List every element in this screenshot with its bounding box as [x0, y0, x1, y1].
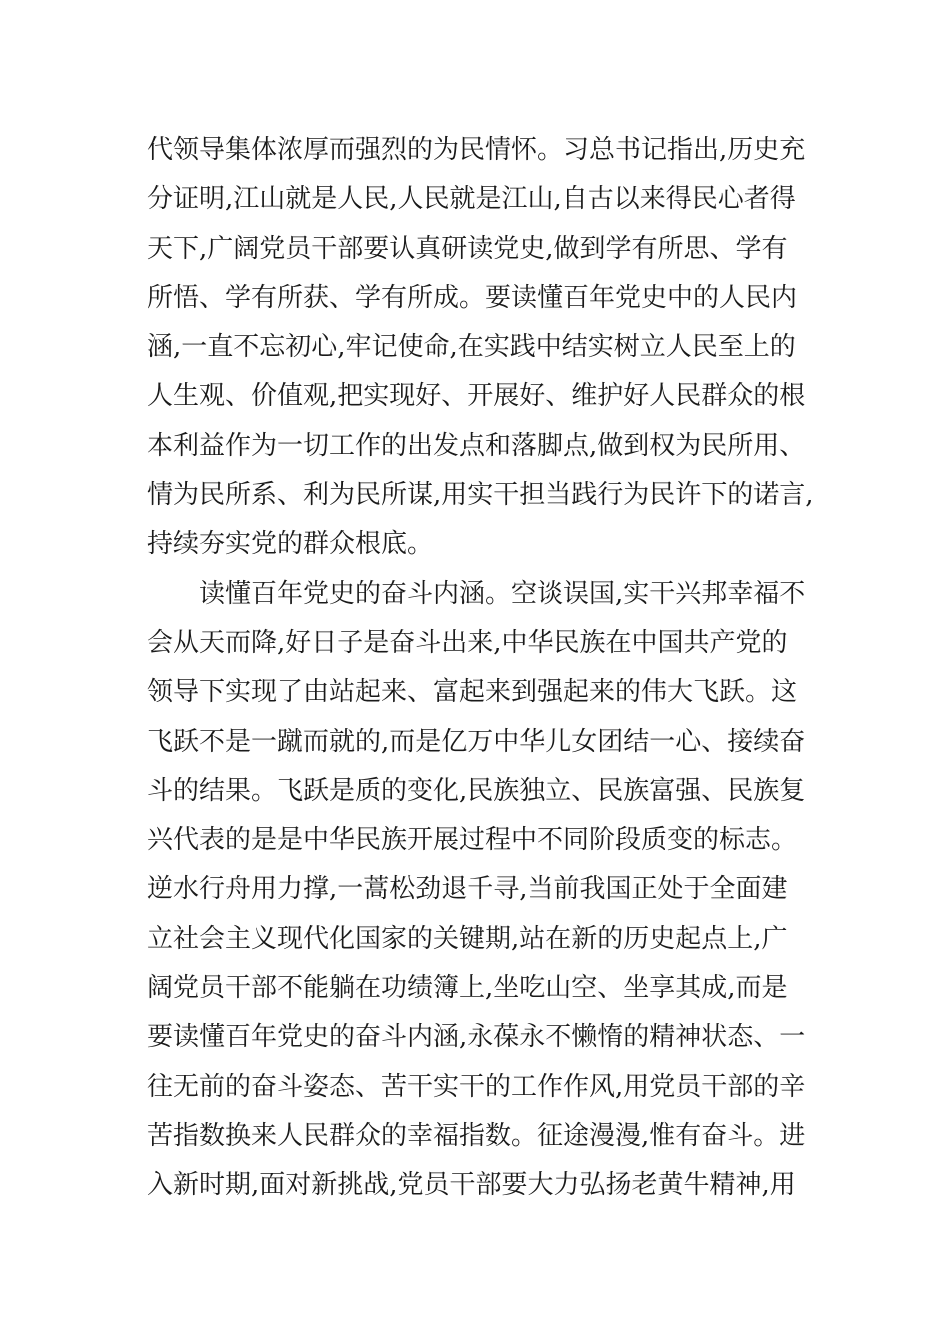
text-line: 分证明,江山就是人民,人民就是江山,自古以来得民心者得: [147, 184, 796, 215]
text-line: 涵,一直不忘初心,牢记使命,在实践中结实树立人民至上的: [147, 332, 796, 363]
text-line: 人生观、价值观,把实现好、开展好、维护好人民群众的根: [147, 381, 806, 412]
text-line: 代领导集体浓厚而强烈的为民情怀。习总书记指出,历史充: [147, 135, 806, 165]
text-line: 情为民所系、利为民所谋,用实干担当践行为民许下的诺言,: [147, 480, 814, 511]
body-text: [147, 126, 817, 1211]
text-line: 阔党员干部不能躺在功绩簿上,坐吃山空、坐享其成,而是: [147, 973, 788, 1004]
text-line: 持续夯实党的群众根底。: [147, 529, 434, 560]
text-line: 要读懂百年党史的奋斗内涵,永葆永不懒惰的精神状态、一: [147, 1022, 806, 1053]
text-line: 所悟、学有所获、学有所成。要读懂百年党史中的人民内: [147, 282, 798, 313]
text-line: 飞跃不是一蹴而就的,而是亿万中华儿女团结一心、接续奋: [147, 726, 806, 757]
text-line: 天下,广阔党员干部要认真研读党史,做到学有所思、学有: [147, 233, 788, 264]
text-line: 领导下实现了由站起来、富起来到强起来的伟大飞跃。这: [147, 677, 798, 708]
paragraph-start-line: 读懂百年党史的奋斗内涵。空谈误国,实干兴邦幸福不: [199, 578, 806, 609]
text-line: 本利益作为一切工作的出发点和落脚点,做到权为民所用、: [147, 430, 806, 461]
text-line: 立社会主义现代化国家的关键期,站在新的历史起点上,广: [147, 923, 788, 954]
text-line: 逆水行舟用力撑,一蒿松劲退千寻,当前我国正处于全面建: [147, 874, 788, 905]
text-line: 往无前的奋斗姿态、苦干实干的工作作风,用党员干部的辛: [147, 1071, 806, 1102]
text-line: 斗的结果。飞跃是质的变化,民族独立、民族富强、民族复: [147, 775, 806, 806]
text-line: 苦指数换来人民群众的幸福指数。征途漫漫,惟有奋斗。进: [147, 1120, 806, 1151]
text-line: 会从天而降,好日子是奋斗出来,中华民族在中国共产党的: [147, 627, 788, 658]
text-line: 兴代表的是是中华民族开展过程中不同阶段质变的标志。: [147, 825, 798, 856]
text-line: 入新时期,面对新挑战,党员干部要大力弘扬老黄牛精神,用: [147, 1170, 796, 1201]
